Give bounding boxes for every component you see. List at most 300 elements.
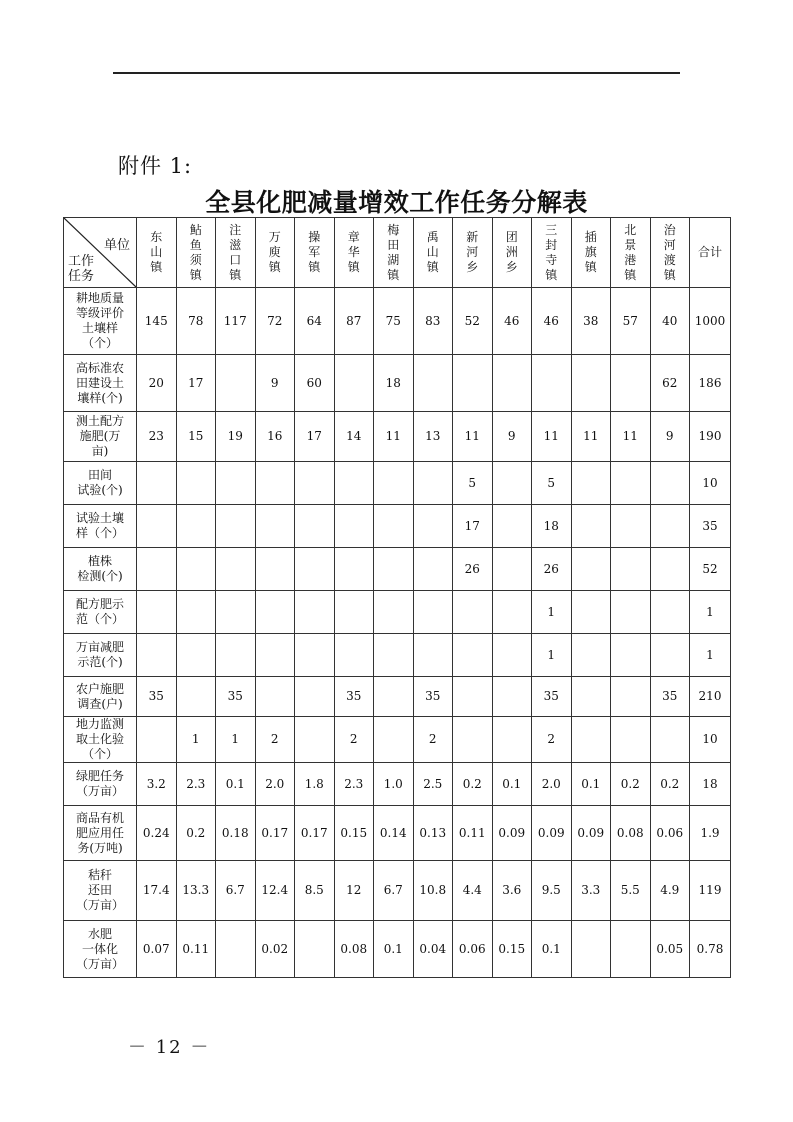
value-cell xyxy=(492,717,532,763)
row-label-line: 水肥 xyxy=(87,926,112,941)
value-cell xyxy=(255,677,295,717)
column-header xyxy=(650,218,690,288)
row-label-line: 样（个） xyxy=(75,526,124,540)
value-cell xyxy=(611,355,651,412)
value-cell: 78 xyxy=(176,288,216,355)
column-header-label: 三封寺镇 xyxy=(545,222,558,282)
value-cell: 0.17 xyxy=(255,806,295,861)
value-cell xyxy=(334,355,374,412)
row-label-line: 还田 xyxy=(87,883,112,897)
value-cell: 17 xyxy=(176,355,216,412)
value-cell: 4.4 xyxy=(453,861,493,921)
column-header-label: 新河乡 xyxy=(466,230,479,274)
value-cell xyxy=(413,591,453,634)
row-label-line: 万亩减肥 xyxy=(75,640,124,654)
value-cell: 13 xyxy=(413,412,453,462)
table-row xyxy=(64,921,731,978)
value-cell: 2.3 xyxy=(176,763,216,806)
value-cell xyxy=(611,462,651,505)
value-cell xyxy=(334,505,374,548)
row-label-line: 耕地质量 xyxy=(75,291,124,305)
value-cell: 0.2 xyxy=(611,763,651,806)
value-cell: 0.1 xyxy=(492,763,532,806)
value-cell: 2.0 xyxy=(255,763,295,806)
value-cell: 19 xyxy=(216,412,256,462)
value-cell xyxy=(176,462,216,505)
value-cell: 57 xyxy=(611,288,651,355)
value-cell xyxy=(611,677,651,717)
row-label-line: 等级评价 xyxy=(75,306,124,320)
row-label-line: 土壤样 xyxy=(81,321,118,335)
row-label-cell xyxy=(64,921,137,978)
value-cell xyxy=(571,717,611,763)
row-label-line: 地力监测 xyxy=(75,717,124,731)
value-cell: 18 xyxy=(374,355,414,412)
table-row xyxy=(64,548,731,591)
value-cell: 117 xyxy=(216,288,256,355)
value-cell xyxy=(492,355,532,412)
value-cell: 35 xyxy=(137,677,177,717)
value-cell: 0.1 xyxy=(216,763,256,806)
value-cell: 12.4 xyxy=(255,861,295,921)
row-label-cell xyxy=(64,462,137,505)
total-cell: 1 xyxy=(690,591,731,634)
value-cell xyxy=(492,677,532,717)
value-cell: 87 xyxy=(334,288,374,355)
table-row xyxy=(64,288,731,355)
value-cell: 11 xyxy=(611,412,651,462)
value-cell xyxy=(571,591,611,634)
value-cell: 0.06 xyxy=(453,921,493,978)
value-cell xyxy=(176,505,216,548)
row-label-cell xyxy=(64,355,137,412)
table-row xyxy=(64,591,731,634)
value-cell xyxy=(492,462,532,505)
row-label-line: 示范(个) xyxy=(77,655,123,669)
value-cell: 9 xyxy=(650,412,690,462)
total-cell: 0.78 xyxy=(690,921,731,978)
value-cell: 5 xyxy=(453,462,493,505)
table-row xyxy=(64,763,731,806)
value-cell: 26 xyxy=(532,548,572,591)
value-cell xyxy=(453,634,493,677)
value-cell xyxy=(334,462,374,505)
value-cell: 35 xyxy=(532,677,572,717)
value-cell xyxy=(216,921,256,978)
row-label-line: 配方肥示 xyxy=(75,597,124,611)
row-label-line: 植株 xyxy=(87,554,112,568)
value-cell xyxy=(216,634,256,677)
value-cell xyxy=(453,355,493,412)
header-rule xyxy=(113,72,680,74)
value-cell xyxy=(571,634,611,677)
value-cell: 0.17 xyxy=(295,806,335,861)
column-header xyxy=(334,218,374,288)
row-label-line: （个） xyxy=(81,747,118,761)
column-header-label: 北景港镇 xyxy=(624,222,637,282)
table-row xyxy=(64,717,731,763)
value-cell xyxy=(611,591,651,634)
row-label-line: 绿肥任务 xyxy=(75,769,124,783)
value-cell: 5 xyxy=(532,462,572,505)
value-cell xyxy=(571,505,611,548)
value-cell xyxy=(374,677,414,717)
value-cell: 75 xyxy=(374,288,414,355)
total-cell: 10 xyxy=(690,462,731,505)
column-header xyxy=(255,218,295,288)
value-cell: 3.3 xyxy=(571,861,611,921)
value-cell xyxy=(295,462,335,505)
value-cell: 6.7 xyxy=(374,861,414,921)
value-cell: 2.5 xyxy=(413,763,453,806)
value-cell xyxy=(453,677,493,717)
value-cell xyxy=(295,717,335,763)
value-cell: 14 xyxy=(334,412,374,462)
value-cell: 0.07 xyxy=(137,921,177,978)
total-cell: 1000 xyxy=(690,288,731,355)
task-breakdown-table xyxy=(63,217,731,978)
value-cell xyxy=(492,634,532,677)
value-cell xyxy=(374,462,414,505)
value-cell xyxy=(137,591,177,634)
row-label-line: 一体化 xyxy=(81,941,118,956)
value-cell: 2 xyxy=(334,717,374,763)
value-cell: 2 xyxy=(532,717,572,763)
value-cell xyxy=(295,548,335,591)
row-label-line: 测土配方 xyxy=(75,414,124,428)
table-row xyxy=(64,861,731,921)
value-cell xyxy=(374,548,414,591)
value-cell xyxy=(334,591,374,634)
value-cell: 35 xyxy=(216,677,256,717)
value-cell: 83 xyxy=(413,288,453,355)
unit-label: 单位 xyxy=(103,238,130,253)
column-header-label: 东山镇 xyxy=(150,230,163,274)
value-cell: 2.3 xyxy=(334,763,374,806)
value-cell: 0.2 xyxy=(176,806,216,861)
table-row xyxy=(64,462,731,505)
value-cell: 12 xyxy=(334,861,374,921)
value-cell xyxy=(216,505,256,548)
value-cell: 0.09 xyxy=(532,806,572,861)
value-cell: 1.0 xyxy=(374,763,414,806)
column-header-label: 操军镇 xyxy=(308,230,321,274)
value-cell: 17.4 xyxy=(137,861,177,921)
value-cell xyxy=(255,591,295,634)
value-cell: 40 xyxy=(650,288,690,355)
column-header-label: 治河渡镇 xyxy=(663,222,676,282)
total-cell: 52 xyxy=(690,548,731,591)
value-cell: 0.1 xyxy=(571,763,611,806)
value-cell: 46 xyxy=(492,288,532,355)
corner-header-cell xyxy=(64,218,137,288)
row-label-line: 施肥(万 xyxy=(79,429,121,443)
value-cell: 10.8 xyxy=(413,861,453,921)
value-cell xyxy=(295,591,335,634)
value-cell xyxy=(650,634,690,677)
value-cell: 52 xyxy=(453,288,493,355)
value-cell: 9 xyxy=(492,412,532,462)
column-header-label: 注滋口镇 xyxy=(229,222,242,282)
row-label-cell xyxy=(64,634,137,677)
value-cell: 35 xyxy=(413,677,453,717)
value-cell: 2 xyxy=(255,717,295,763)
value-cell xyxy=(137,548,177,591)
value-cell: 23 xyxy=(137,412,177,462)
column-header xyxy=(532,218,572,288)
value-cell xyxy=(295,677,335,717)
value-cell: 0.15 xyxy=(334,806,374,861)
value-cell xyxy=(216,591,256,634)
value-cell: 0.09 xyxy=(571,806,611,861)
value-cell xyxy=(176,634,216,677)
value-cell xyxy=(571,462,611,505)
value-cell: 46 xyxy=(532,288,572,355)
value-cell: 11 xyxy=(532,412,572,462)
value-cell: 0.24 xyxy=(137,806,177,861)
value-cell: 11 xyxy=(571,412,611,462)
column-header xyxy=(453,218,493,288)
value-cell xyxy=(611,921,651,978)
value-cell: 4.9 xyxy=(650,861,690,921)
row-label-cell xyxy=(64,677,137,717)
column-header-total xyxy=(690,218,731,288)
value-cell xyxy=(532,355,572,412)
total-cell: 190 xyxy=(690,412,731,462)
value-cell xyxy=(571,355,611,412)
row-label-line: 取土化验 xyxy=(75,732,124,746)
row-label-cell xyxy=(64,591,137,634)
row-label-line: 秸秆 xyxy=(87,868,112,882)
column-header xyxy=(374,218,414,288)
attachment-label: 附件 1: xyxy=(118,154,193,178)
value-cell xyxy=(571,677,611,717)
value-cell: 0.11 xyxy=(176,921,216,978)
column-header xyxy=(571,218,611,288)
value-cell xyxy=(216,548,256,591)
value-cell xyxy=(453,591,493,634)
value-cell: 1 xyxy=(216,717,256,763)
value-cell: 2 xyxy=(413,717,453,763)
total-cell: 210 xyxy=(690,677,731,717)
value-cell: 5.5 xyxy=(611,861,651,921)
value-cell: 72 xyxy=(255,288,295,355)
task-label: 工作任务 xyxy=(68,254,95,284)
value-cell: 0.02 xyxy=(255,921,295,978)
value-cell: 35 xyxy=(650,677,690,717)
total-cell: 1.9 xyxy=(690,806,731,861)
column-header xyxy=(611,218,651,288)
page-number: － 12 － xyxy=(128,1037,211,1058)
value-cell xyxy=(137,634,177,677)
value-cell xyxy=(216,462,256,505)
value-cell: 38 xyxy=(571,288,611,355)
value-cell xyxy=(453,717,493,763)
row-label-line: 试验土壤 xyxy=(75,511,124,525)
column-header xyxy=(137,218,177,288)
table-row xyxy=(64,634,731,677)
table-row xyxy=(64,412,731,462)
value-cell: 0.08 xyxy=(611,806,651,861)
value-cell: 0.2 xyxy=(453,763,493,806)
value-cell xyxy=(374,591,414,634)
row-label-line: 农户施肥 xyxy=(75,681,124,696)
value-cell: 1 xyxy=(532,634,572,677)
value-cell: 20 xyxy=(137,355,177,412)
value-cell xyxy=(650,591,690,634)
value-cell: 64 xyxy=(295,288,335,355)
value-cell xyxy=(295,505,335,548)
value-cell xyxy=(295,634,335,677)
value-cell: 0.06 xyxy=(650,806,690,861)
column-header-label: 梅田湖镇 xyxy=(387,222,400,282)
value-cell: 0.15 xyxy=(492,921,532,978)
value-cell xyxy=(374,717,414,763)
value-cell xyxy=(334,634,374,677)
value-cell: 0.14 xyxy=(374,806,414,861)
value-cell: 1 xyxy=(532,591,572,634)
value-cell: 16 xyxy=(255,412,295,462)
row-label-line: 范（个） xyxy=(75,612,124,626)
value-cell: 0.2 xyxy=(650,763,690,806)
value-cell: 0.1 xyxy=(374,921,414,978)
row-label-line: 高标准农 xyxy=(75,360,124,375)
value-cell xyxy=(255,505,295,548)
value-cell xyxy=(255,634,295,677)
value-cell xyxy=(492,505,532,548)
value-cell: 2.0 xyxy=(532,763,572,806)
value-cell xyxy=(611,505,651,548)
value-cell: 0.11 xyxy=(453,806,493,861)
column-header xyxy=(492,218,532,288)
value-cell xyxy=(611,548,651,591)
value-cell: 26 xyxy=(453,548,493,591)
value-cell xyxy=(413,462,453,505)
value-cell xyxy=(413,505,453,548)
value-cell xyxy=(137,717,177,763)
total-cell: 10 xyxy=(690,717,731,763)
value-cell xyxy=(137,505,177,548)
value-cell: 11 xyxy=(453,412,493,462)
value-cell: 1 xyxy=(176,717,216,763)
value-cell xyxy=(571,548,611,591)
value-cell: 17 xyxy=(453,505,493,548)
row-label-cell xyxy=(64,763,137,806)
row-label-line: 务(万吨) xyxy=(77,840,123,855)
document-title: 全县化肥减量增效工作任务分解表 xyxy=(205,188,588,217)
row-label-line: 亩) xyxy=(91,444,109,458)
row-label-line: 试验(个) xyxy=(77,483,123,497)
column-header-label: 插旗镇 xyxy=(584,230,597,274)
value-cell xyxy=(650,548,690,591)
value-cell: 6.7 xyxy=(216,861,256,921)
value-cell xyxy=(611,717,651,763)
value-cell xyxy=(650,505,690,548)
value-cell xyxy=(295,921,335,978)
table-row xyxy=(64,355,731,412)
value-cell xyxy=(374,634,414,677)
total-cell: 119 xyxy=(690,861,731,921)
column-header xyxy=(413,218,453,288)
value-cell: 15 xyxy=(176,412,216,462)
column-header xyxy=(216,218,256,288)
value-cell: 9 xyxy=(255,355,295,412)
value-cell: 60 xyxy=(295,355,335,412)
row-label-cell xyxy=(64,806,137,861)
table-header-row xyxy=(64,218,731,288)
value-cell: 3.6 xyxy=(492,861,532,921)
value-cell: 0.18 xyxy=(216,806,256,861)
value-cell: 0.1 xyxy=(532,921,572,978)
value-cell: 13.3 xyxy=(176,861,216,921)
total-cell: 186 xyxy=(690,355,731,412)
value-cell xyxy=(492,548,532,591)
row-label-line: 商品有机 xyxy=(75,810,124,825)
value-cell xyxy=(176,548,216,591)
row-label-cell xyxy=(64,861,137,921)
value-cell: 0.08 xyxy=(334,921,374,978)
row-label-line: 肥应用任 xyxy=(75,825,124,840)
row-label-cell xyxy=(64,505,137,548)
column-header-label: 合计 xyxy=(697,245,722,259)
value-cell xyxy=(413,634,453,677)
table-row xyxy=(64,677,731,717)
column-header-label: 团洲乡 xyxy=(505,230,518,274)
column-header-label: 鲇鱼须镇 xyxy=(189,222,202,282)
row-label-line: （万亩） xyxy=(75,956,124,971)
row-label-line: （个） xyxy=(81,336,118,350)
table-row xyxy=(64,806,731,861)
value-cell xyxy=(571,921,611,978)
row-label-line: （万亩） xyxy=(75,898,124,912)
value-cell xyxy=(374,505,414,548)
value-cell xyxy=(137,462,177,505)
value-cell: 3.2 xyxy=(137,763,177,806)
column-header-label: 章华镇 xyxy=(347,230,360,274)
row-label-cell xyxy=(64,717,137,763)
value-cell xyxy=(255,548,295,591)
value-cell xyxy=(650,462,690,505)
row-label-line: 调查(户) xyxy=(77,696,123,711)
value-cell: 0.04 xyxy=(413,921,453,978)
total-cell: 18 xyxy=(690,763,731,806)
table-row xyxy=(64,505,731,548)
value-cell: 62 xyxy=(650,355,690,412)
value-cell xyxy=(611,634,651,677)
value-cell: 0.09 xyxy=(492,806,532,861)
row-label-line: 田间 xyxy=(87,468,112,482)
value-cell: 8.5 xyxy=(295,861,335,921)
value-cell: 145 xyxy=(137,288,177,355)
value-cell: 11 xyxy=(374,412,414,462)
value-cell xyxy=(413,355,453,412)
value-cell xyxy=(334,548,374,591)
row-label-line: 壤样(个) xyxy=(77,390,123,405)
total-cell: 1 xyxy=(690,634,731,677)
value-cell: 17 xyxy=(295,412,335,462)
value-cell: 35 xyxy=(334,677,374,717)
value-cell xyxy=(255,462,295,505)
value-cell: 9.5 xyxy=(532,861,572,921)
row-label-cell xyxy=(64,412,137,462)
value-cell: 0.13 xyxy=(413,806,453,861)
value-cell xyxy=(176,591,216,634)
row-label-cell xyxy=(64,548,137,591)
value-cell xyxy=(216,355,256,412)
value-cell xyxy=(176,677,216,717)
row-label-cell xyxy=(64,288,137,355)
column-header xyxy=(176,218,216,288)
